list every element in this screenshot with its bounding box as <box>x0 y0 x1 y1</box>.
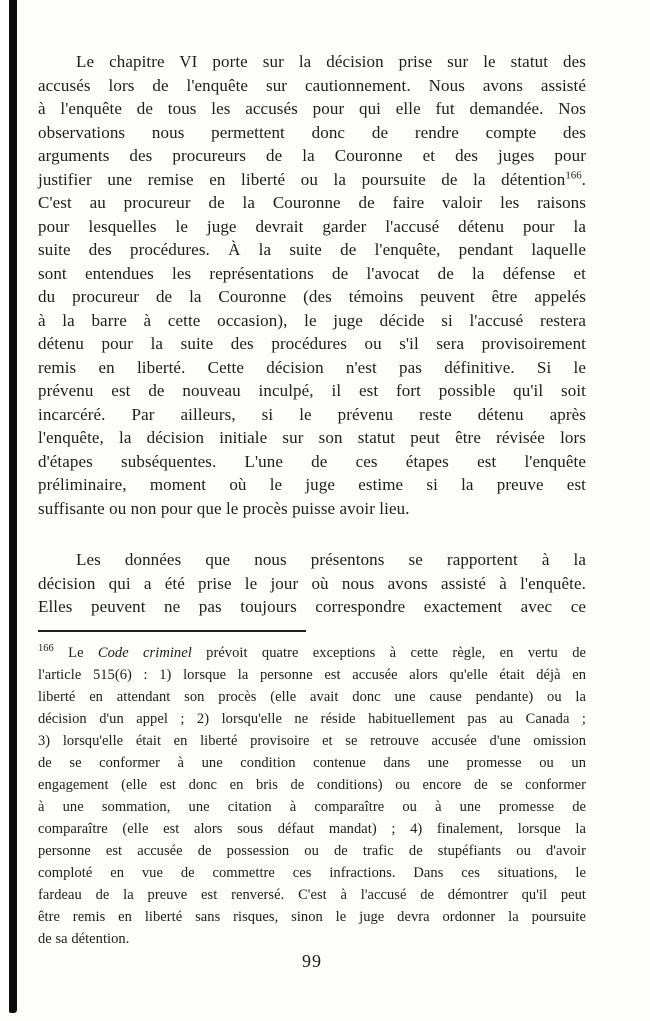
text-line: pour lesquelles le juge devrait garder l'accusé détenu pour la <box>38 216 586 236</box>
text-line: sont entendues les représentations de l'avocat de la défense et <box>38 263 586 283</box>
text-line: Les données que nous présentons se rapportent à la <box>76 550 586 569</box>
text-line: suite des procédures. À la suite de l'enquête, pendant laquelle <box>38 240 586 259</box>
text-line: décision qui a été prise le jour où nous avons assisté à l'enquête. <box>38 573 586 593</box>
footnote-line: à une sommation, une citation à comparaître ou à une promesse de <box>38 799 586 815</box>
text-line: observations nous permettent donc de rendre compte des <box>38 122 586 142</box>
footnote-line: comploté en vue de commettre ces infractions. Dans ces situations, le <box>38 865 586 881</box>
paragraph-2 <box>38 548 586 619</box>
footnote-line: comparaître (elle est alors sous défaut mandat) ; 4) finalement, lorsque la <box>38 821 586 837</box>
text-line: incarcéré. Par ailleurs, si le prévenu reste détenu après <box>38 404 586 424</box>
footnote-line: être remis en liberté sans risques, sinon le juge devra ordonner la poursuite <box>38 909 586 925</box>
text-line: remis en liberté. Cette décision n'est pas définitive. Si le <box>38 357 586 377</box>
footnote-line: personne est accusée de possession ou de trafic de stupéfiants ou d'avoir <box>38 843 586 859</box>
text-line: C'est au procureur de la Couronne de faire valoir les raisons <box>38 193 586 212</box>
text-line: Elles peuvent ne pas toujours correspondre exactement avec ce <box>38 597 586 616</box>
text-line: du procureur de la Couronne (des témoins peuvent être appelés <box>38 287 586 306</box>
text-line: accusés lors de l'enquête sur cautionnement. Nous avons assisté <box>38 75 586 95</box>
page-number: 99 <box>302 951 322 971</box>
text-line: justifier une remise en liberté ou la poursuite de la détention$^{166}$. <box>38 168 586 189</box>
footnote-text <box>38 642 586 950</box>
footnote-line: liberté en attendant son procès (elle avait donc une cause pendante) ou la <box>38 689 586 705</box>
footnote-line: fardeau de la preuve est renversé. C'est à l'accusé de démontrer qu'il peut <box>38 887 586 903</box>
footnote-line: 3) lorsqu'elle était en liberté provisoire et se retrouve accusée d'une omission <box>38 733 586 749</box>
footnote-line: engagement (elle est donc en bris de conditions) ou encore de se conformer <box>38 777 586 793</box>
footnote-line: de sa détention. <box>38 931 130 947</box>
footnote-line: l'article 515(6) : 1) lorsque la personne est accusée alors qu'elle était déjà en <box>38 667 586 683</box>
footnote-line: de se conformer à une condition contenue dans une promesse ou un <box>38 755 586 771</box>
text-line: détenu pour la suite des procédures ou s'il sera provisoirement <box>38 334 586 353</box>
footnote-separator-rule <box>38 630 306 632</box>
text-line: d'étapes subséquentes. L'une de ces étapes est l'enquête <box>38 451 586 471</box>
text-line: l'enquête, la décision initiale sur son statut peut être révisée lors <box>38 428 586 447</box>
footnote-line: $^{166}$ Le Code criminel prévoit quatre exceptions à cette règle, en vertu de <box>38 643 586 661</box>
paragraph-1 <box>38 50 586 520</box>
text-line: prévenu est de nouveau inculpé, il est fort possible qu'il soit <box>38 381 586 400</box>
text-line: arguments des procureurs de la Couronne et des juges pour <box>38 146 586 165</box>
footnote-line: décision d'un appel ; 2) lorsqu'elle ne réside habituellement pas au Canada ; <box>38 711 586 727</box>
text-line: suffisante ou non pour que le procès puisse avoir lieu. <box>38 498 410 518</box>
text-line: à la barre à cette occasion), le juge décide si l'accusé restera <box>38 310 586 330</box>
text-line: à l'enquête de tous les accusés pour qui elle fut demandée. Nos <box>38 99 586 118</box>
scan-gutter-bar <box>9 0 17 1013</box>
text-line: préliminaire, moment où le juge estime si la preuve est <box>38 475 586 494</box>
text-line: Le chapitre VI porte sur la décision prise sur le statut des <box>76 52 586 71</box>
